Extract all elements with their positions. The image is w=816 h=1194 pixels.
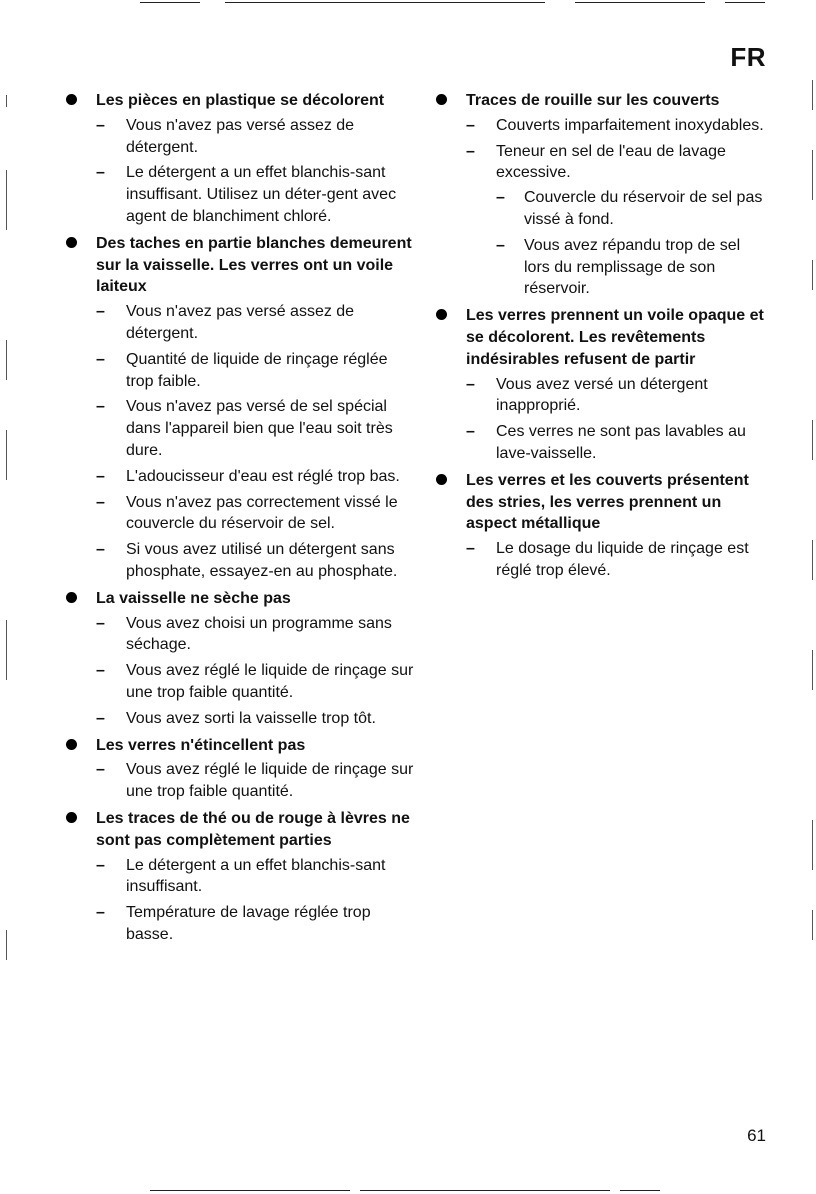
dash-icon: – <box>466 116 475 134</box>
right-edge-mark <box>812 820 813 870</box>
item-text: Si vous avez utilisé un détergent sans phosphate, essayez-en au phosphate. <box>126 541 398 580</box>
section-heading: Traces de rouille sur les couverts <box>466 92 720 109</box>
list-item <box>466 141 766 301</box>
left-edge-mark <box>6 170 7 230</box>
list-item <box>466 421 766 465</box>
top-border-rule <box>575 2 705 3</box>
bullet-icon <box>66 94 77 105</box>
list-item <box>466 115 766 137</box>
cause-list <box>96 855 416 946</box>
bottom-border-rule <box>150 1190 350 1191</box>
list-item <box>96 539 416 583</box>
section-heading: Les verres et les couverts présentent des stries, les verres prennent un aspect métallique <box>466 471 749 533</box>
section-heading: Les verres n'étincellent pas <box>96 736 306 754</box>
item-text: L'adoucisseur d'eau est réglé trop bas. <box>126 467 400 485</box>
item-text: Le détergent a un effet blanchis-sant insuffisant. Utilisez un déter-gent avec agent de blanchiment chloré. <box>126 164 397 225</box>
item-text: Couvercle du réservoir de sel pas vissé à fond. <box>524 189 763 228</box>
list-item <box>96 466 416 488</box>
item-text: Vous avez sorti la vaisselle trop tôt. <box>126 709 376 727</box>
cause-list <box>96 301 416 583</box>
dash-icon: – <box>96 761 105 779</box>
section-heading: La vaisselle ne sèche pas <box>96 589 291 607</box>
item-text: Le détergent a un effet blanchis-sant insuffisant. <box>126 856 386 896</box>
list-item <box>96 349 416 393</box>
item-text: Couverts imparfaitement inoxydables. <box>496 116 764 134</box>
top-border-rule <box>725 2 765 3</box>
sub-list-item <box>496 235 766 300</box>
bottom-border-rule <box>620 1190 660 1191</box>
list-item <box>466 538 766 582</box>
troubleshoot-section <box>466 90 766 300</box>
dash-icon: – <box>96 662 105 680</box>
dash-icon: – <box>96 467 105 485</box>
sub-cause-list <box>496 187 766 300</box>
page-number: 61 <box>747 1126 766 1145</box>
dash-icon: – <box>96 614 105 632</box>
list-item <box>96 492 416 536</box>
cause-list <box>96 613 416 730</box>
section-heading: Les pièces en plastique se décolorent <box>96 92 385 109</box>
bullet-icon <box>436 309 447 320</box>
left-edge-mark <box>6 340 7 380</box>
cause-list <box>96 759 416 803</box>
right-edge-mark <box>812 910 813 940</box>
dash-icon: – <box>466 423 475 441</box>
troubleshoot-section <box>96 90 416 228</box>
left-edge-mark <box>6 430 7 480</box>
section-heading: Les verres prennent un voile opaque et se décolorent. Les revêtements indésirables refusent de partir <box>466 307 764 368</box>
right-column <box>466 90 766 587</box>
language-code: FR <box>730 42 766 72</box>
troubleshoot-section <box>96 588 416 730</box>
left-edge-mark <box>6 930 7 960</box>
item-text: Teneur en sel de l'eau de lavage excessive. <box>496 142 726 182</box>
item-text: Vous avez versé un détergent inapproprié. <box>496 375 708 415</box>
dash-icon: – <box>96 398 105 416</box>
item-text: Température de lavage réglée trop basse. <box>126 904 371 943</box>
item-text: Vous n'avez pas versé assez de détergent. <box>126 116 355 156</box>
item-text: Le dosage du liquide de rinçage est réglé trop élevé. <box>496 540 749 579</box>
troubleshoot-section <box>96 808 416 946</box>
right-edge-mark <box>812 260 813 290</box>
bottom-border-rule <box>360 1190 610 1191</box>
list-item <box>96 396 416 461</box>
section-heading: Les traces de thé ou de rouge à lèvres ne sont pas complètement parties <box>96 809 410 849</box>
dash-icon: – <box>96 164 105 182</box>
top-border-rule <box>140 2 200 3</box>
top-border-rule <box>225 2 545 3</box>
bullet-icon <box>66 812 77 823</box>
dash-icon: – <box>96 904 105 922</box>
dash-icon: – <box>96 493 105 511</box>
item-text: Vous n'avez pas versé de sel spécial dans l'appareil bien que l'eau soit très dure. <box>126 398 393 459</box>
section-heading: Des taches en partie blanches demeurent sur la vaisselle. Les verres ont un voile laiteux <box>96 234 412 296</box>
left-edge-mark <box>6 95 7 107</box>
item-text: Vous avez réglé le liquide de rinçage sur une trop faible quantité. <box>126 761 414 801</box>
item-text: Vous avez répandu trop de sel lors du remplissage de son réservoir. <box>524 236 741 298</box>
bullet-icon <box>66 237 77 248</box>
list-item <box>96 162 416 227</box>
cause-list <box>466 115 766 300</box>
item-text: Vous n'avez pas versé assez de détergent. <box>126 303 355 342</box>
troubleshoot-section <box>466 470 766 582</box>
cause-list <box>96 115 416 228</box>
dash-icon: – <box>96 350 105 368</box>
dash-icon: – <box>96 541 105 559</box>
right-edge-mark <box>812 150 813 200</box>
sub-list-item <box>496 187 766 231</box>
bullet-icon <box>436 94 447 105</box>
dash-icon: – <box>466 540 475 558</box>
right-edge-mark <box>812 650 813 690</box>
cause-list <box>466 374 766 465</box>
item-text: Vous avez choisi un programme sans séchage. <box>126 614 392 654</box>
list-item <box>96 115 416 159</box>
item-text: Quantité de liquide de rinçage réglée trop faible. <box>126 350 388 390</box>
dash-icon: – <box>466 375 475 393</box>
right-edge-mark <box>812 420 813 460</box>
dash-icon: – <box>96 303 105 321</box>
item-text: Vous avez réglé le liquide de rinçage sur une trop faible quantité. <box>126 662 414 701</box>
cause-list <box>466 538 766 582</box>
right-edge-mark <box>812 80 813 110</box>
bullet-icon <box>66 739 77 750</box>
dash-icon: – <box>96 856 105 874</box>
dash-icon: – <box>496 189 505 207</box>
bullet-icon <box>66 592 77 603</box>
dash-icon: – <box>496 236 505 254</box>
dash-icon: – <box>96 709 105 727</box>
list-item <box>96 301 416 345</box>
right-edge-mark <box>812 540 813 580</box>
item-text: Ces verres ne sont pas lavables au lave-vaisselle. <box>496 423 746 462</box>
list-item <box>96 759 416 803</box>
dash-icon: – <box>96 116 105 134</box>
list-item <box>96 855 416 899</box>
dash-icon: – <box>466 142 475 160</box>
list-item <box>96 660 416 704</box>
bullet-icon <box>436 474 447 485</box>
list-item <box>96 613 416 657</box>
left-edge-mark <box>6 620 7 680</box>
list-item <box>96 902 416 946</box>
list-item <box>96 708 416 730</box>
troubleshoot-section <box>466 305 766 465</box>
troubleshoot-section <box>96 735 416 803</box>
troubleshoot-section <box>96 233 416 583</box>
list-item <box>466 374 766 418</box>
item-text: Vous n'avez pas correctement vissé le couvercle du réservoir de sel. <box>126 493 398 533</box>
left-column <box>96 90 416 951</box>
